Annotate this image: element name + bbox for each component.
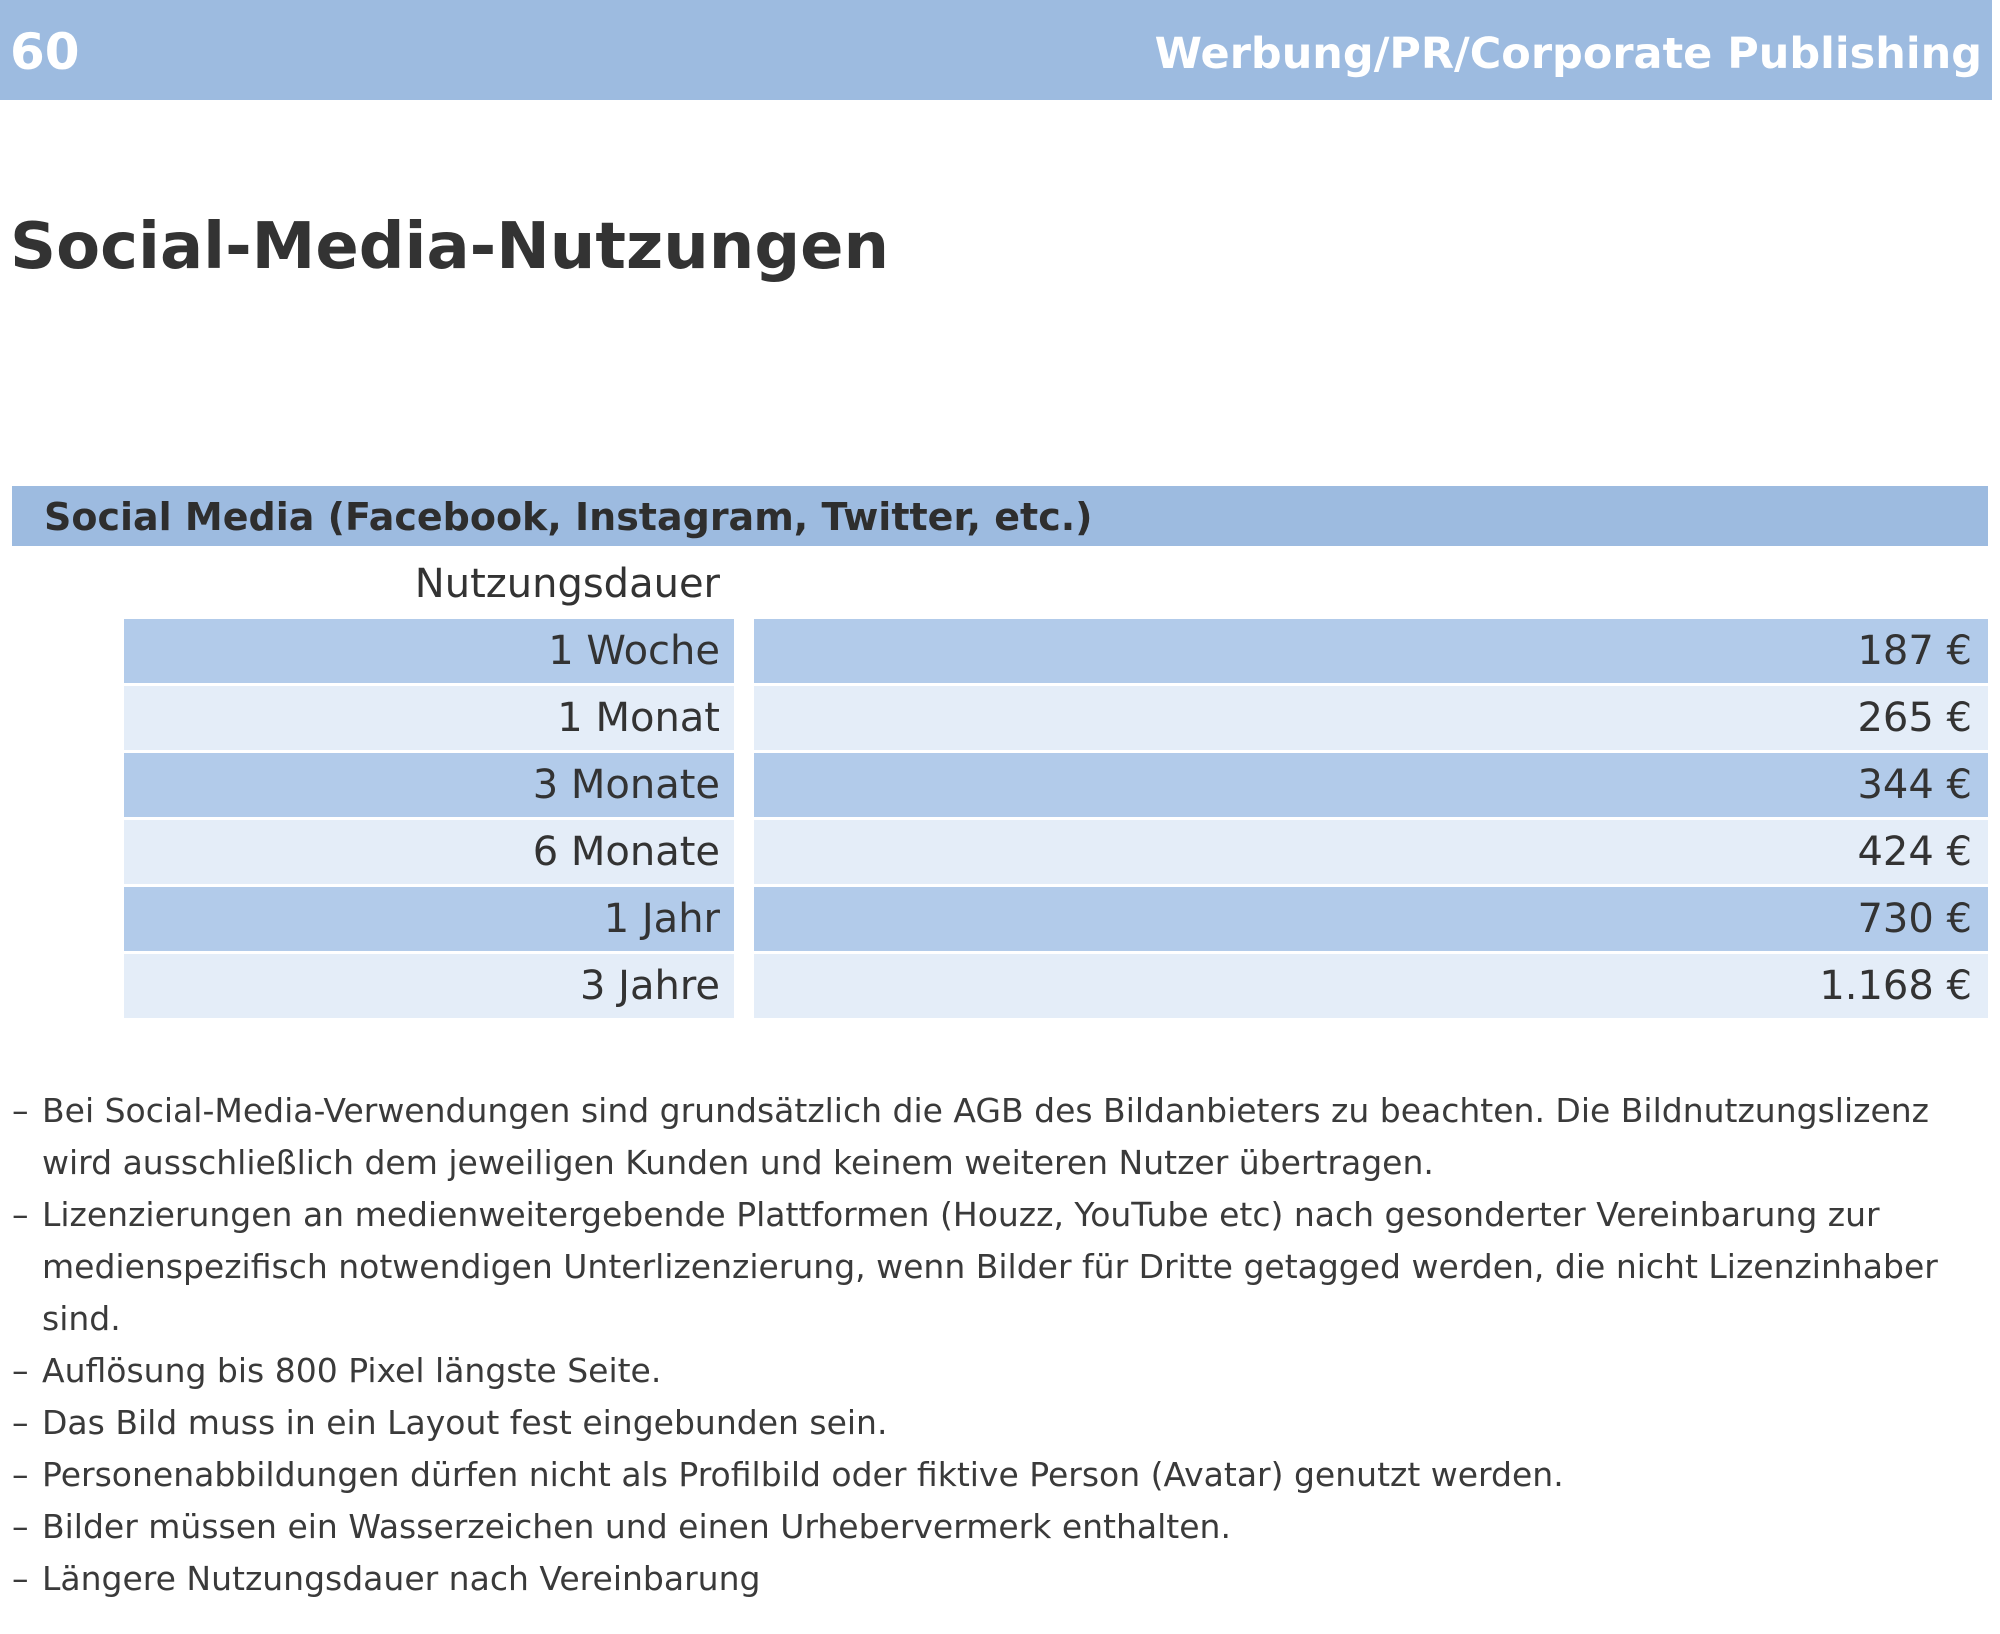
note-text: Auflösung bis 800 Pixel längste Seite.: [42, 1351, 662, 1390]
note-dash: –: [12, 1091, 29, 1130]
note-text: Personenabbildungen dürfen nicht als Profilbild oder fiktive Person (Avatar) genutzt werden.: [42, 1455, 1564, 1494]
list-item: [12, 1397, 1992, 1449]
table-row-price: 730 €: [754, 887, 1988, 951]
header-bar: [0, 0, 1992, 100]
list-item: [12, 1553, 1992, 1605]
note-dash: –: [12, 1559, 29, 1598]
table-row-duration: 6 Monate: [124, 820, 734, 884]
table-row-duration: 1 Monat: [124, 686, 734, 750]
table-row-duration: 3 Monate: [124, 753, 734, 817]
note-text: Bilder müssen ein Wasserzeichen und einen Urhebervermerk enthalten.: [42, 1507, 1231, 1546]
page-number: 60: [10, 23, 80, 81]
table-row-price: 1.168 €: [754, 954, 1988, 1018]
note-dash: –: [12, 1507, 29, 1546]
table-row-duration: 1 Woche: [124, 619, 734, 683]
table-row-duration: 1 Jahr: [124, 887, 734, 951]
table-row-duration: 3 Jahre: [124, 954, 734, 1018]
table-title: Social Media (Facebook, Instagram, Twitter, etc.): [44, 495, 1093, 539]
note-text: Bei Social-Media-Verwendungen sind grundsätzlich die AGB des Bildanbieters zu beachten. Die Bildnutzungslizenz wird ausschließlich dem jeweiligen Kunden und keinem weiteren Nutzer übertragen.: [42, 1091, 1929, 1182]
notes-list: [12, 1085, 1992, 1605]
table-row-price: 344 €: [754, 753, 1988, 817]
table-row-price: 265 €: [754, 686, 1988, 750]
note-dash: –: [12, 1403, 29, 1442]
list-item: [12, 1501, 1992, 1553]
note-dash: –: [12, 1351, 29, 1390]
column-label-duration: Nutzungsdauer: [414, 561, 720, 607]
note-text: Längere Nutzungsdauer nach Vereinbarung: [42, 1559, 761, 1598]
list-item: [12, 1449, 1992, 1501]
note-dash: –: [12, 1195, 29, 1234]
table-row-price: 187 €: [754, 619, 1988, 683]
note-text: Lizenzierungen an medienweitergebende Plattformen (Houzz, YouTube etc) nach gesonderter Vereinbarung zur medienspezifisch notwendigen Unterlizenzierung, wenn Bilder für Dritte getagged werden, die nicht Lizenzinhaber sind.: [42, 1195, 1938, 1338]
note-dash: –: [12, 1455, 29, 1494]
note-text: Das Bild muss in ein Layout fest eingebunden sein.: [42, 1403, 888, 1442]
table-header: [12, 486, 1988, 546]
list-item: [12, 1345, 1992, 1397]
page-title: Social-Media-Nutzungen: [10, 210, 890, 284]
table-row-price: 424 €: [754, 820, 1988, 884]
list-item: [12, 1189, 1992, 1345]
section-name: Werbung/PR/Corporate Publishing: [1154, 29, 1982, 79]
list-item: [12, 1085, 1992, 1189]
